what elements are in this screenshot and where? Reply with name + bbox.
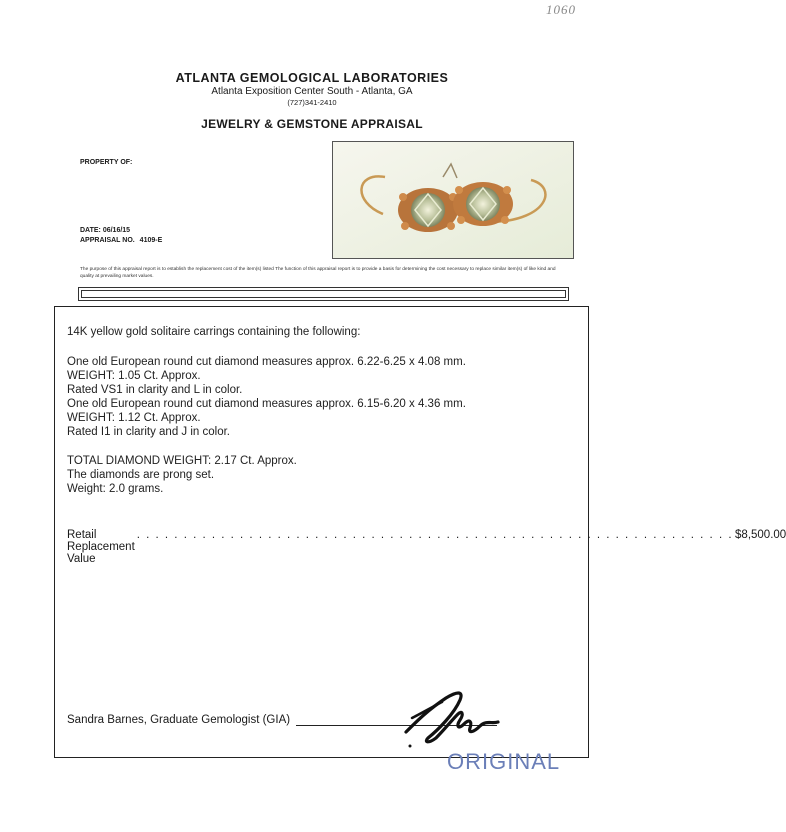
earrings-photo xyxy=(332,141,574,259)
total-diamond-weight: TOTAL DIAMOND WEIGHT: 2.17 Ct. Approx. xyxy=(67,455,297,467)
document-title: JEWELRY & GEMSTONE APPRAISAL xyxy=(201,117,423,131)
company-address: Atlanta Exposition Center South - Atlanta, GA xyxy=(211,86,413,97)
retail-value-label: Retail Replacement Value xyxy=(67,529,135,565)
stone1-weight: WEIGHT: 1.05 Ct. Approx. xyxy=(67,370,201,382)
setting-description: The diamonds are prong set. xyxy=(67,469,215,481)
divider-band xyxy=(78,287,569,301)
stone2-measure: One old European round cut diamond measures approx. 6.15-6.20 x 4.36 mm. xyxy=(67,398,466,410)
date-row xyxy=(80,227,130,234)
appraisal-number-row xyxy=(80,237,162,244)
original-stamp: ORIGINAL xyxy=(447,749,561,774)
retail-value-row xyxy=(67,529,786,565)
gram-weight: Weight: 2.0 grams. xyxy=(67,483,164,495)
stone1-rating: Rated VS1 in clarity and L in color. xyxy=(67,384,243,396)
signatory-name: Sandra Barnes, Graduate Gemologist (GIA) xyxy=(67,714,291,726)
appraisal-number-label: APPRAISAL NO. xyxy=(80,237,135,244)
company-name: ATLANTA GEMOLOGICAL LABORATORIES xyxy=(175,71,449,85)
stone1-measure: One old European round cut diamond measures approx. 6.22-6.25 x 4.08 mm. xyxy=(67,356,466,368)
stone2-rating: Rated I1 in clarity and J in color. xyxy=(67,426,230,438)
company-phone: (727)341-2410 xyxy=(287,98,337,107)
appraisal-number-value: 4109-E xyxy=(139,237,163,244)
date-value: 06/16/15 xyxy=(102,227,131,234)
retail-value-amount: $8,500.00 xyxy=(735,529,786,541)
purpose-statement: The purpose of this appraisal report is to establish the replacement cost of the item(s) listed The function of this appraisal report is to provide a basis for determining the cost necessary to replace similar item(s) of like kind and quality at prevailing market values. xyxy=(80,267,556,279)
leader-dots: . . . . . . . . . . . . . . . . . . . . . . . . . . . . . . . . . . . . . . . . . . . . . . . . . . . . . . . . . . . . . . . . xyxy=(136,529,734,541)
page-number: 1060 xyxy=(546,2,576,17)
handwritten-signature xyxy=(398,680,508,750)
appraisal-description-box xyxy=(54,306,786,758)
date-label: DATE: xyxy=(80,227,101,234)
stone2-weight: WEIGHT: 1.12 Ct. Approx. xyxy=(67,412,201,424)
property-of-label: PROPERTY OF: xyxy=(80,159,133,166)
item-intro: 14K yellow gold solitaire carrings containing the following: xyxy=(67,326,361,338)
